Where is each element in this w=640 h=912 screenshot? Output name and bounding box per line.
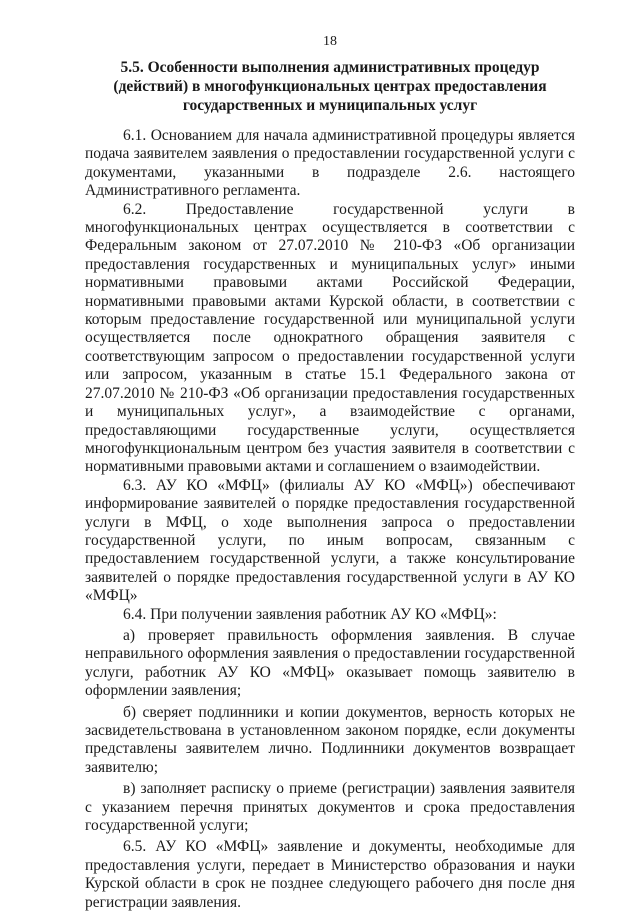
paragraph-6-1: 6.1. Основанием для начала административной процедуры является подача заявителем заявления о предоставлении государственной услуги с документами, указанными в подразделе 2.6. настоящего Административного регламента. bbox=[85, 127, 575, 200]
paragraph-6-4-c: в) заполняет расписку о приеме (регистрации) заявления заявителя с указанием перечня принятых документов и срока предоставления государственной услуги; bbox=[85, 780, 575, 835]
section-title bbox=[85, 58, 575, 115]
paragraph-6-4-b: б) сверяет подлинники и копии документов, верность которых не засвидетельствована в установленном законом порядке, если документы представлены заявителем лично. Подлинники документов возвращает заявителю; bbox=[85, 703, 575, 776]
paragraph-6-3: 6.3. АУ КО «МФЦ» (филиалы АУ КО «МФЦ») обеспечивают информирование заявителей о порядке предоставления государственной услуги в МФЦ, о ходе выполнения запроса о предоставлении государственной услуги, по иным вопросам, связанным с предоставлением государственной услуги, а также консультирование заявителей о порядке предоставления государственной услуги в АУ КО «МФЦ» bbox=[85, 476, 575, 605]
page-number: 18 bbox=[323, 34, 337, 49]
section-title-line-3: государственных и муниципальных услуг bbox=[182, 97, 478, 114]
section-title-line-2: (действий) в многофункциональных центрах предоставления bbox=[113, 78, 547, 95]
document-page bbox=[85, 0, 575, 911]
document-body bbox=[85, 127, 575, 912]
paragraph-6-5: 6.5. АУ КО «МФЦ» заявление и документы, необходимые для предоставления услуги, передает в Министерство образования и науки Курской области в срок не позднее следующего рабочего дня после дня регистрации заявления. bbox=[85, 838, 575, 911]
paragraph-6-4: 6.4. При получении заявления работник АУ КО «МФЦ»: bbox=[123, 605, 497, 623]
paragraph-6-4-a: а) проверяет правильность оформления заявления. В случае неправильного оформления заявления о предоставлении государственной услуги, работник АУ КО «МФЦ» оказывает помощь заявителю в оформлении заявления; bbox=[85, 626, 575, 700]
section-title-line-1: 5.5. Особенности выполнения административных процедур bbox=[120, 59, 540, 76]
paragraph-6-2: 6.2. Предоставление государственной услуги в многофункциональных центрах осуществляется в соответствии с Федеральным законом от 27.07.2010 № 210-ФЗ «Об организации предоставления государственных и муниципальных услуг» иными нормативными правовыми актами Российской Федерации, нормативными правовыми актами Курской области, в соответствии с которым предоставление государственной или муниципальной услуги осуществляется после однократного обращения заявителя с соответствующим запросом о предоставлении государственной услуги или запросом, указанным в статье 15.1 Федерального закона от 27.07.2010 № 210-ФЗ «Об организации предоставления государственных и муниципальных услуг», а взаимодействие с органами, предоставляющими государственные услуги, осуществляется многофункциональным центром без участия заявителя в соответствии с нормативными правовыми актами и соглашением о взаимодействии. bbox=[85, 200, 575, 476]
